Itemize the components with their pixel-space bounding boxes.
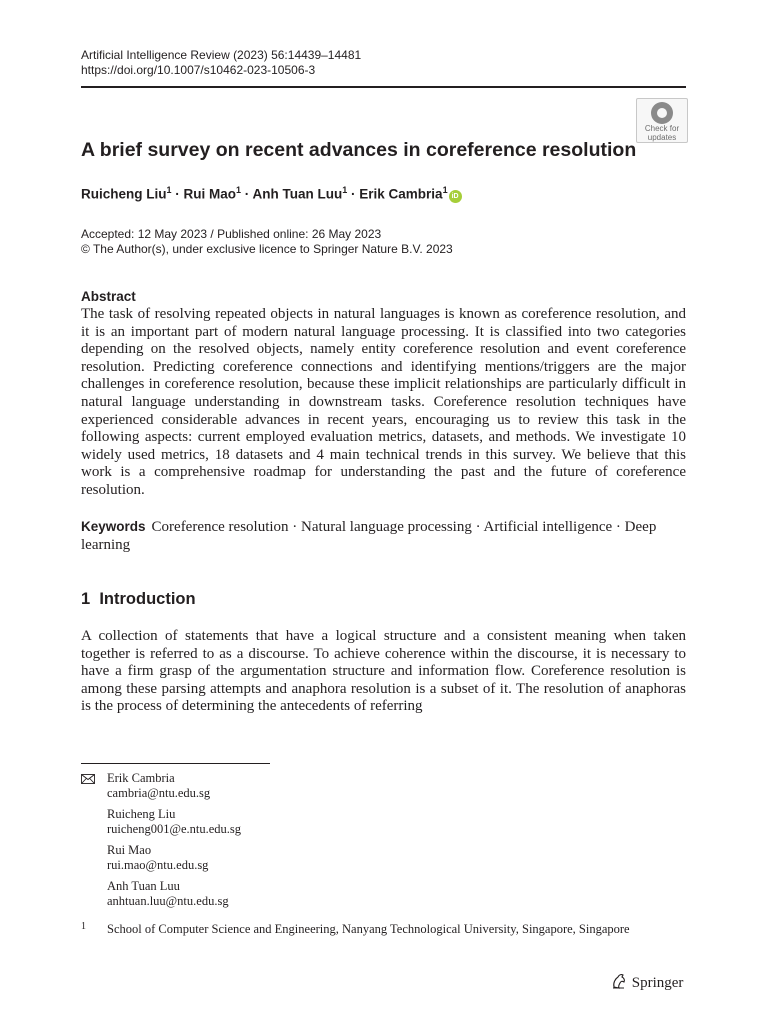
check-for-updates-badge[interactable] — [636, 98, 688, 143]
journal-citation: Artificial Intelligence Review (2023) 56:14439–14481 — [81, 48, 362, 62]
contact-name: Rui Mao — [107, 843, 152, 857]
author-name: Ruicheng Liu — [81, 186, 167, 202]
header-rule — [81, 86, 686, 88]
author-affil-sup: 1 — [166, 185, 172, 195]
abstract-heading: Abstract — [81, 289, 136, 304]
badge-label-1: Check for — [644, 124, 680, 133]
author-affil-sup: 1 — [342, 185, 348, 195]
contact-entry — [107, 771, 210, 801]
contact-entry — [107, 843, 208, 873]
introduction-body: A collection of statements that have a logical structure and a consistent meaning when taken together is referred to as a discourse. To achieve coherence within the discourse, it is necessary to have a firm grasp of the argumentation structure and information flow. Coreference resolution is among these parsing attempts and anaphora resolution is a subset of it. The resolution of anaphoras is the process of determining the antecedents of referring — [81, 628, 686, 715]
springer-logo — [610, 972, 683, 992]
abstract-body: The task of resolving repeated objects in natural languages is known as coreference resolution, and it is an important part of modern natural language processing. It is classified into two categories depending on the resolved objects, namely entity coreference resolution and event coreference resolution. Predicting coreference connections and identifying mentions/triggers are the major challenges in coreference resolution, because these implicit relationships are particularly difficult in natural language understanding in downstream tasks. Coreference resolution techniques have experienced considerable advances in recent years, encouraging us to review this task in the following aspects: current employed evaluation metrics, datasets, and methods. We investigate 10 widely used metrics, 18 datasets and 4 main technical trends in this survey. We believe that this work is a comprehensive roadmap for understanding the past and the future of coreference resolution. — [81, 306, 686, 498]
author-affil-sup: 1 — [236, 185, 242, 195]
keywords-heading: Keywords — [81, 519, 146, 534]
contact-entry — [107, 879, 229, 909]
section-heading-introduction: 1 Introduction — [81, 590, 196, 608]
contact-email[interactable]: anhtuan.luu@ntu.edu.sg — [107, 894, 229, 908]
contact-entry — [107, 807, 241, 837]
envelope-icon — [81, 773, 95, 788]
contact-email[interactable]: ruicheng001@e.ntu.edu.sg — [107, 822, 242, 836]
contact-name: Erik Cambria — [107, 771, 175, 785]
badge-label-2: updates — [647, 133, 677, 142]
author-name: Erik Cambria — [359, 186, 443, 202]
springer-horse-icon — [610, 972, 628, 990]
contact-name: Anh Tuan Luu — [107, 879, 180, 893]
accepted-published-line: Accepted: 12 May 2023 / Published online: 26 May 2023 — [81, 227, 382, 241]
contact-email[interactable]: cambria@ntu.edu.sg — [107, 786, 211, 800]
copyright-line: © The Author(s), under exclusive licence to Springer Nature B.V. 2023 — [81, 242, 453, 256]
affiliation-number: 1 — [81, 921, 86, 932]
keywords-list: Coreference resolution · Natural language processing · Artificial intelligence · Deep learning — [81, 519, 657, 553]
author-affil-sup: 1 — [442, 185, 448, 195]
keywords-block — [81, 518, 686, 554]
footnote-rule — [81, 763, 270, 764]
check-updates-icon — [651, 102, 673, 124]
author-name: Rui Mao — [183, 186, 237, 202]
contact-name: Ruicheng Liu — [107, 807, 176, 821]
publication-dates — [81, 227, 453, 257]
paper-title: A brief survey on recent advances in coreference resolution — [81, 139, 637, 161]
doi-link[interactable]: https://doi.org/10.1007/s10462-023-10506-3 — [81, 63, 316, 77]
author-name: Anh Tuan Luu — [252, 186, 343, 202]
affiliation-text: School of Computer Science and Engineering, Nanyang Technological University, Singapore, Singapore — [107, 922, 630, 936]
orcid-icon[interactable]: iD — [449, 190, 462, 203]
contact-email[interactable]: rui.mao@ntu.edu.sg — [107, 858, 209, 872]
journal-header — [81, 48, 361, 78]
author-list: Ruicheng Liu$^1$ · Rui Mao$^1$ · Anh Tuan Luu$^1$ · Erik Cambria$^1$iD — [81, 185, 462, 203]
publisher-name: Springer — [631, 975, 684, 991]
